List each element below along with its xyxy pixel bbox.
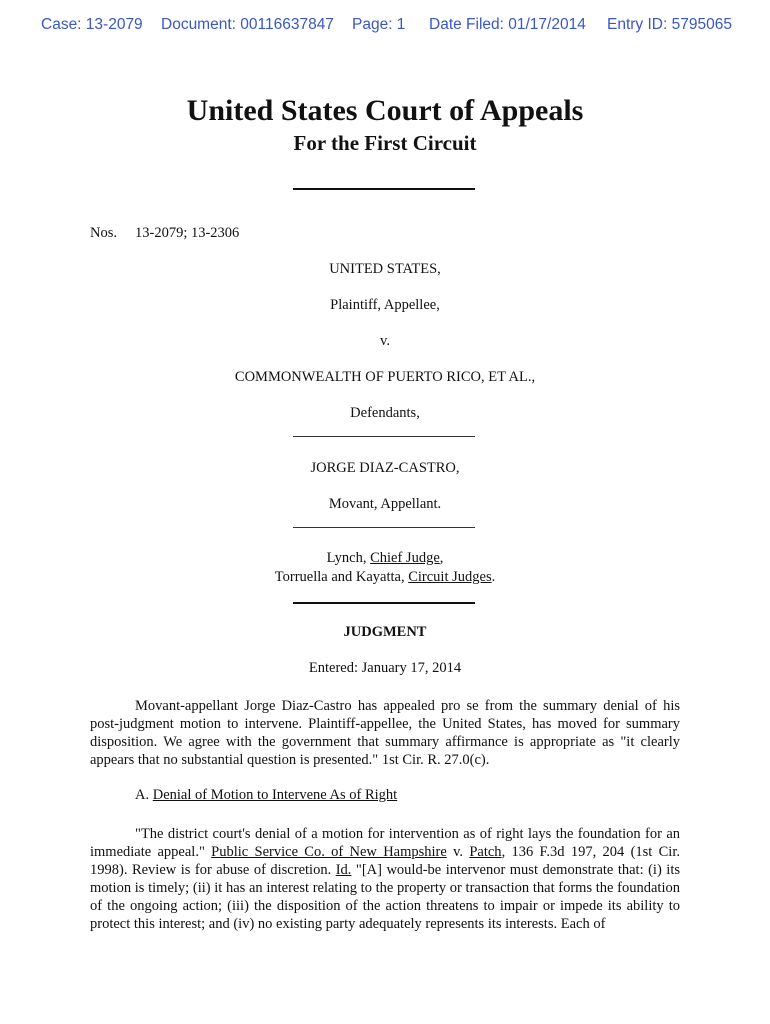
divider-rule xyxy=(293,188,475,190)
document-number-label: Document: 00116637847 xyxy=(161,16,334,33)
judge-names: Torruella and Kayatta, xyxy=(274,569,409,585)
defendant-role: Defendants, xyxy=(350,405,420,421)
text-run: "The district court's denial of a motion for intervention as of right lays the foundation for an immediate appeal." xyxy=(90,825,680,860)
section-prefix: A. xyxy=(135,787,153,803)
court-title: United States Court of Appeals xyxy=(186,94,584,127)
page-number-label: Page: 1 xyxy=(352,16,406,33)
case-citation: Public Service Co. of New Hampshire xyxy=(211,843,447,860)
judges-line-1 xyxy=(0,550,770,567)
paragraph-1: Movant-appellant Jorge Diaz-Castro has appealed pro se from the summary denial of his post-judgment motion to intervene. Plaintiff-appellee, the United States, has moved for summary disposition. We agree with the government that summary affirmance is appropriate as "it clearly appears that no substantial question is presented." 1st Cir. R. 27.0(c). xyxy=(90,697,680,768)
case-numbers xyxy=(90,225,239,242)
judge-name: Lynch, xyxy=(326,550,371,566)
punctuation: . xyxy=(491,569,496,585)
case-numbers-label: Nos. xyxy=(90,225,117,241)
divider-rule xyxy=(293,436,475,437)
section-title: Denial of Motion to Intervene As of Right xyxy=(152,787,398,803)
text-run: "[A] would-be intervenor must demonstrate that: (i) its motion is timely; (ii) it has an interest relating to the property or transaction that forms the foundation of the ongoing action; (iii) the disposition of the action threatens to impair or impede its ability to protect this interest; and (iv) no existing party adequately represents its interests. Each of xyxy=(90,861,680,932)
text-run: , 136 F.3d 197, 204 (1st Cir. 1998). Review is for abuse of discretion. xyxy=(90,843,680,878)
section-a-heading xyxy=(135,787,397,804)
punctuation: , xyxy=(439,550,444,566)
divider-rule xyxy=(293,527,475,528)
judge-title: Chief Judge xyxy=(370,550,440,566)
paragraph-2 xyxy=(90,825,680,933)
defendant-name: COMMONWEALTH OF PUERTO RICO, ET AL., xyxy=(234,369,536,385)
text-run: v. xyxy=(446,843,470,860)
case-numbers-value: 13-2079; 13-2306 xyxy=(135,225,240,241)
judgment-heading: JUDGMENT xyxy=(343,624,427,640)
case-citation: Id. xyxy=(335,861,352,878)
judge-title: Circuit Judges xyxy=(408,569,492,585)
entry-id-label: Entry ID: 5795065 xyxy=(607,16,732,33)
versus: v. xyxy=(380,333,390,349)
case-number-label: Case: 13-2079 xyxy=(41,16,143,33)
movant-role: Movant, Appellant. xyxy=(328,496,442,512)
movant-name: JORGE DIAZ-CASTRO, xyxy=(310,460,460,476)
court-subtitle: For the First Circuit xyxy=(293,131,477,155)
plaintiff-name: UNITED STATES, xyxy=(329,261,441,277)
judges-line-2 xyxy=(0,569,770,586)
divider-rule xyxy=(293,602,475,604)
plaintiff-role: Plaintiff, Appellee, xyxy=(330,297,440,313)
date-filed-label: Date Filed: 01/17/2014 xyxy=(429,16,586,33)
case-citation: Patch xyxy=(469,843,502,860)
entered-date: Entered: January 17, 2014 xyxy=(308,660,462,676)
